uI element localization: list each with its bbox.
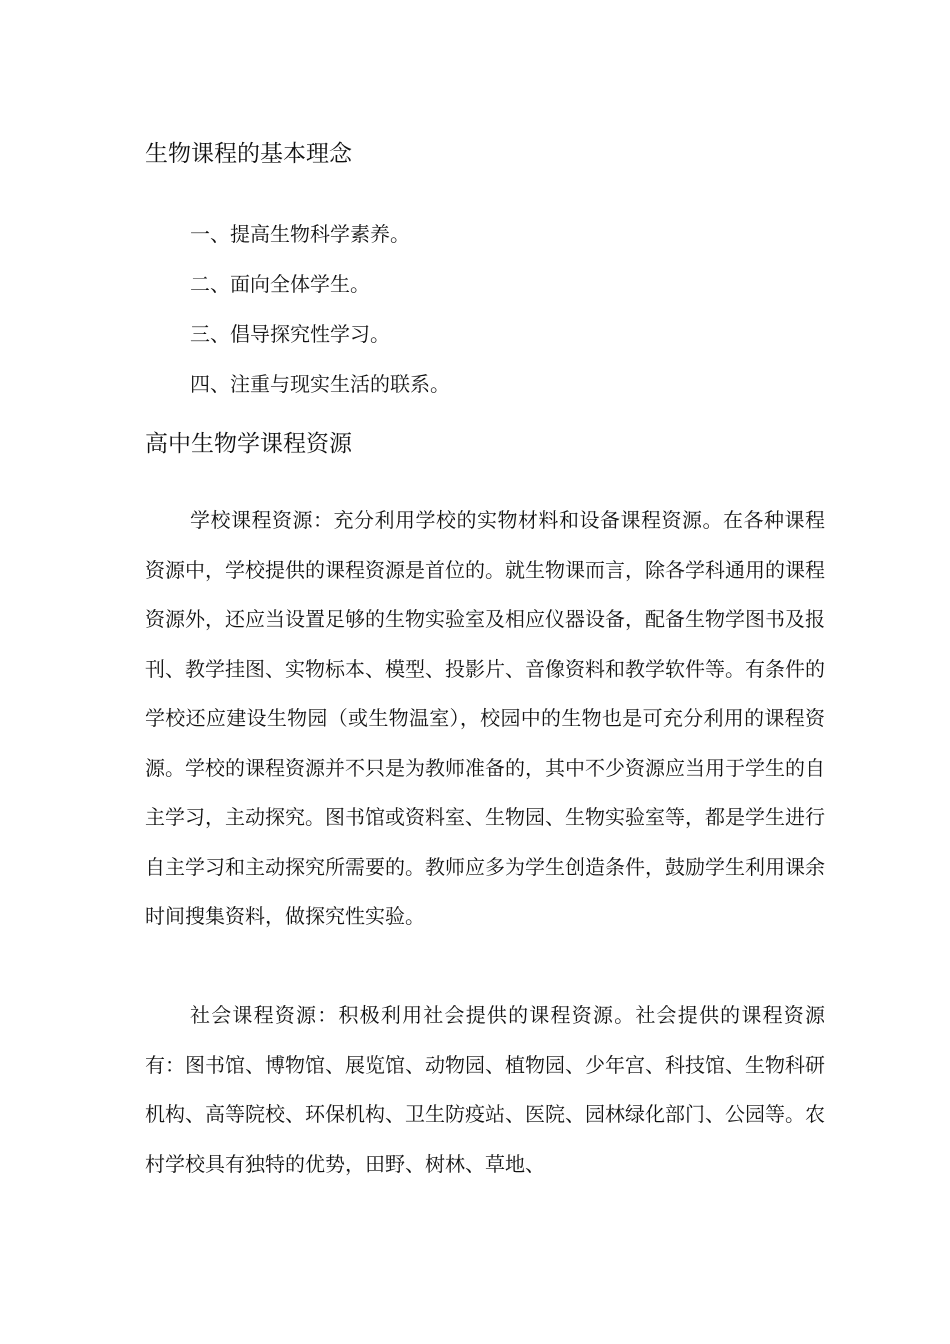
principle-item-2: 二、面向全体学生。 [190,272,370,296]
section-title-basic-concepts: 生物课程的基本理念 [145,141,352,167]
paragraph-school-resources: 学校课程资源：充分利用学校的实物材料和设备课程资源。在各种课程资源中，学校提供的课程资源是首位的。就生物课而言，除各学科通用的课程资源外，还应当设置足够的生物实验室及相应仪器设备，配备生物学图书及报刊、教学挂图、实物标本、模型、投影片、音像资料和教学软件等。有条件的学校还应建设生物园（或生物温室），校园中的生物也是可充分利用的课程资源。学校的课程资源并不只是为教师准备的，其中不少资源应当用于学生的自主学习，主动探究。图书馆或资料室、生物园、生物实验室等，都是学生进行自主学习和主动探究所需要的。教师应多为学生创造条件，鼓励学生利用课余时间搜集资料，做探究性实验。 [145,508,825,928]
principle-item-4: 四、注重与现实生活的联系。 [190,372,450,396]
principle-item-3: 三、倡导探究性学习。 [190,322,390,346]
principles-list [190,209,450,409]
principle-item-1: 一、提高生物科学素养。 [190,222,410,246]
section-title-course-resources: 高中生物学课程资源 [145,431,352,457]
paragraph-social-resources: 社会课程资源：积极利用社会提供的课程资源。社会提供的课程资源有：图书馆、博物馆、展览馆、动物园、植物园、少年宫、科技馆、生物科研机构、高等院校、环保机构、卫生防疫站、医院、园林绿化部门、公园等。农村学校具有独特的优势，田野、树林、草地、 [145,1003,825,1176]
